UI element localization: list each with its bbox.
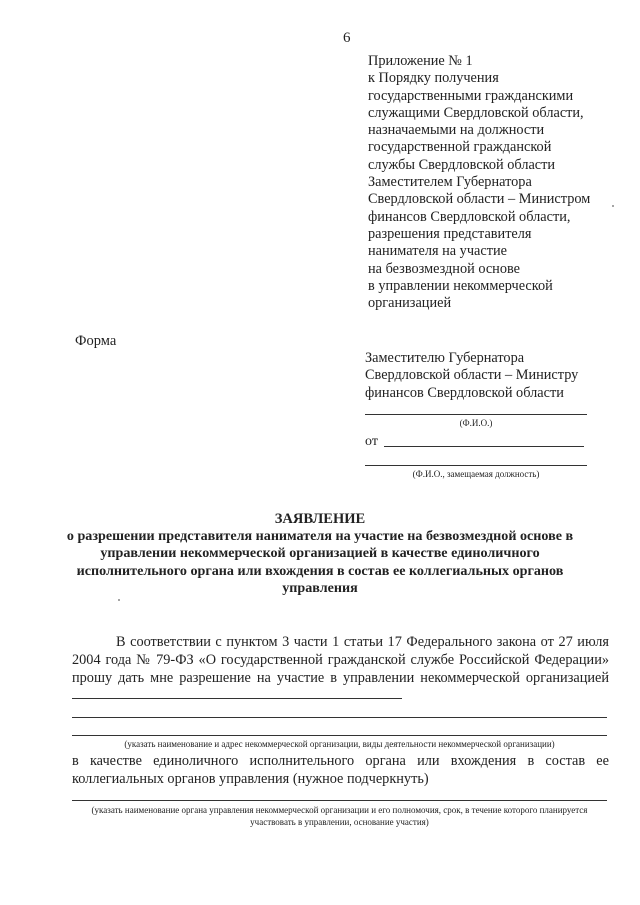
fio-position-caption: (Ф.И.О., замещаемая должность): [412, 469, 540, 479]
body-paragraph-2: в качестве единоличного исполнительного органа или вхождения в состав ее коллегиальных органов управления (нужное подчеркнуть): [72, 753, 609, 787]
appendix-line: назначаемыми на должности: [368, 122, 545, 139]
organization-caption: (указать наименование и адрес некоммерческой организации, виды деятельности некоммерческой организации): [124, 739, 555, 749]
document-title: ЗАЯВЛЕНИЕ: [274, 511, 366, 527]
page-number: 6: [343, 30, 351, 46]
appendix-line: к Порядку получения: [368, 70, 499, 87]
appendix-line: на безвозмездной основе: [368, 260, 520, 277]
document-subtitle: о разрешении представителя нанимателя на участие на безвозмездной основе в управлении некоммерческой организацией в качестве единоличного исполнительного органа или вхождения в состав ее коллегиальных органов управления: [66, 528, 574, 596]
addressee-line: Свердловской области – Министру: [365, 367, 579, 384]
appendix-line: Свердловской области – Министром: [368, 191, 591, 208]
appendix-line: государственными гражданскими: [368, 87, 574, 104]
appendix-line: Заместителем Губернатора: [368, 174, 532, 191]
governance-fill-line[interactable]: [72, 800, 607, 801]
scan-speck: [612, 205, 614, 207]
organization-fill-line[interactable]: [72, 697, 402, 699]
appendix-line: разрешения представителя: [368, 225, 532, 242]
form-label: Форма: [75, 333, 117, 349]
from-fill-line[interactable]: [384, 446, 584, 447]
organization-fill-line-3[interactable]: [72, 735, 607, 736]
fio-caption: (Ф.И.О.): [459, 418, 493, 428]
appendix-heading: [368, 53, 618, 312]
governance-caption: (указать наименование органа управления некоммерческой организации и его полномочия, срок, в течение которого планируется участвовать в управлении, основание участия): [91, 805, 588, 827]
body-paragraph-1: [72, 634, 609, 705]
appendix-line: служащими Свердловской области,: [368, 104, 584, 121]
appendix-line: финансов Свердловской области,: [368, 208, 571, 225]
paragraph-1-text: В соответствии с пунктом 3 части 1 статьи 17 Федерального закона от 27 июля 2004 года № 79-ФЗ «О государственной гражданской службе Российской Федерации» прошу дать мне разрешение на участие в управлении некоммерческой организацией: [72, 634, 609, 686]
appendix-line: в управлении некоммерческой: [368, 277, 553, 294]
fio-position-fill-line[interactable]: [365, 465, 587, 466]
addressee-block: [365, 350, 615, 402]
scan-speck: [118, 599, 120, 601]
appendix-line: службы Свердловской области: [368, 156, 556, 173]
appendix-line: нанимателя на участие: [368, 243, 507, 260]
addressee-line: Заместителю Губернатора: [365, 350, 525, 366]
appendix-line: государственной гражданской: [368, 139, 552, 156]
from-label: от: [365, 434, 378, 449]
organization-fill-line-2[interactable]: [72, 717, 607, 718]
fio-fill-line[interactable]: [365, 414, 587, 415]
appendix-line: организацией: [368, 295, 452, 312]
appendix-line: Приложение № 1: [368, 53, 473, 69]
addressee-line: финансов Свердловской области: [365, 384, 564, 401]
